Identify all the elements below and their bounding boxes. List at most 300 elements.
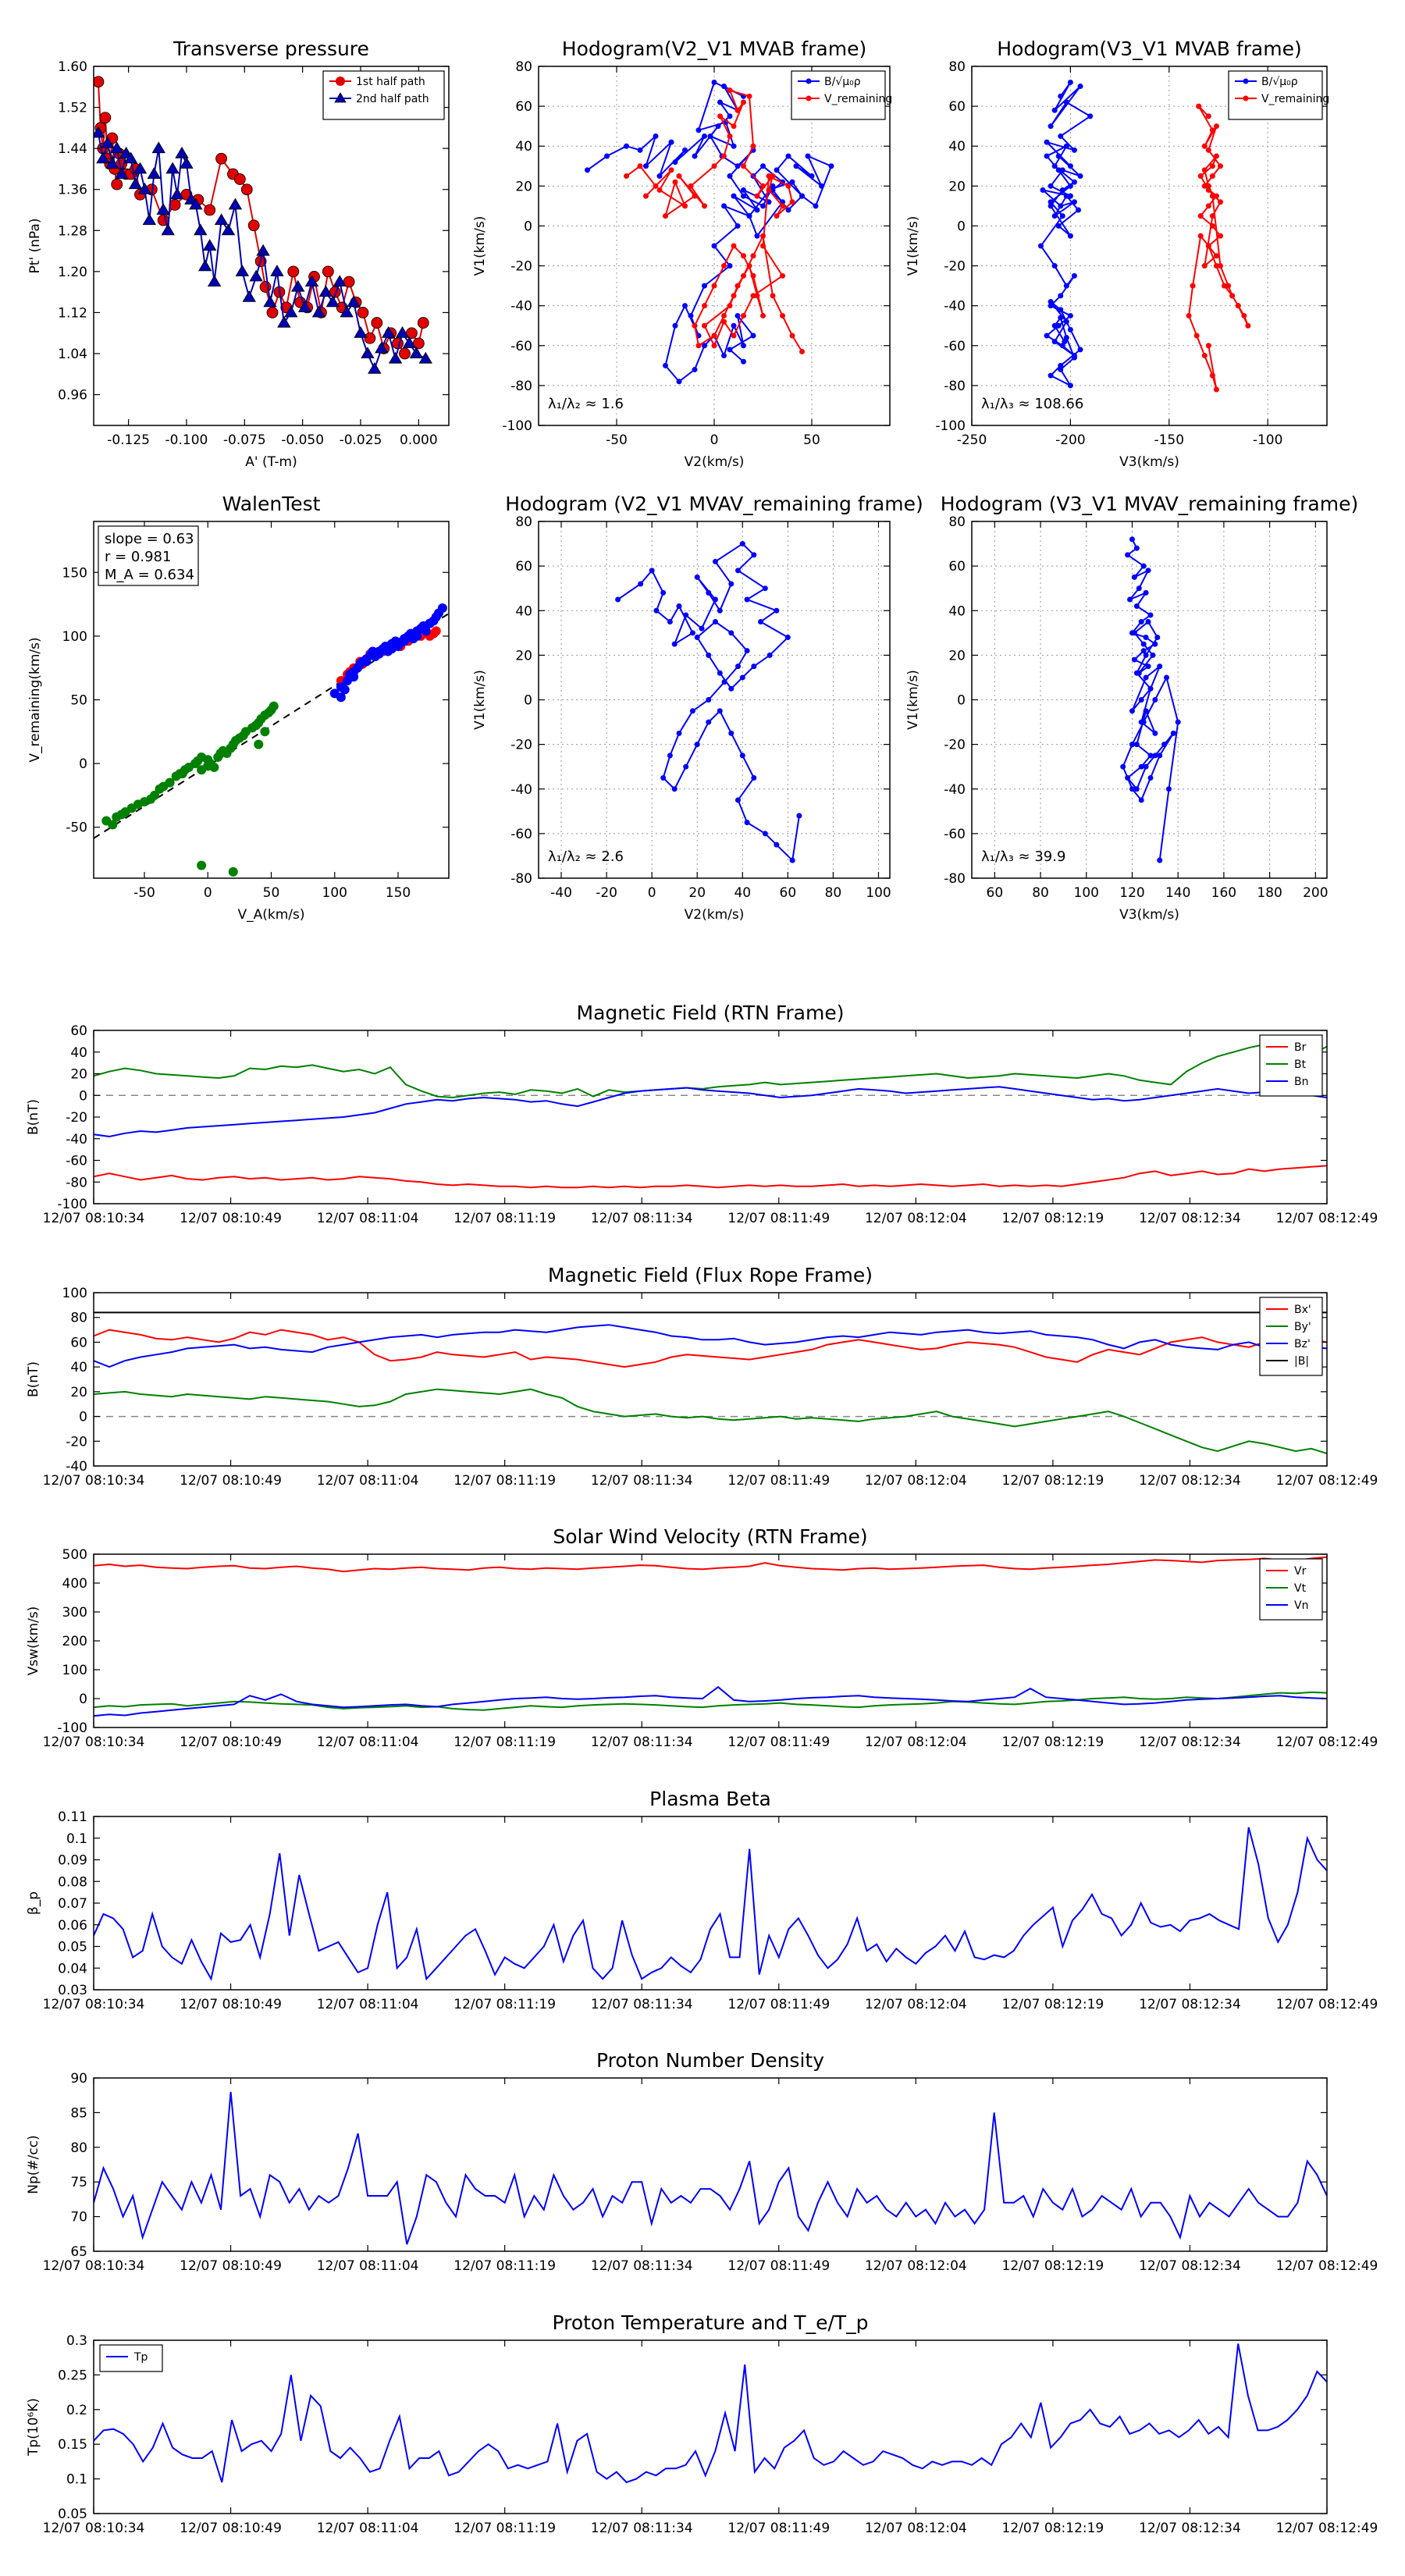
x-tick-label: 12/07 08:12:49 xyxy=(1275,1211,1378,1226)
data-point xyxy=(1052,213,1058,219)
timeseries-ts4 xyxy=(26,1788,1378,2012)
plot-area xyxy=(585,80,834,384)
x-tick-label: 12/07 08:10:34 xyxy=(42,1211,145,1226)
data-point xyxy=(673,159,678,165)
data-point xyxy=(683,612,688,617)
x-tick-label: 50 xyxy=(803,432,820,448)
data-point xyxy=(354,327,367,338)
legend-label: Bn xyxy=(1294,1076,1309,1088)
data-point xyxy=(1144,674,1149,680)
y-axis-label: B(nT) xyxy=(26,1098,41,1136)
data-point xyxy=(790,858,795,863)
series-line xyxy=(94,2092,1327,2244)
x-tick-label: 12/07 08:11:49 xyxy=(727,1735,831,1750)
data-point xyxy=(1176,720,1181,725)
plot-area xyxy=(94,1044,1327,1187)
data-point xyxy=(1060,213,1065,219)
x-tick-label: -150 xyxy=(1154,432,1185,448)
data-point xyxy=(690,708,695,713)
x-axis-label: A' (T-m) xyxy=(245,454,297,470)
data-point xyxy=(1198,213,1204,219)
data-point xyxy=(728,731,734,736)
x-tick-label: 12/07 08:10:49 xyxy=(180,1211,282,1226)
data-point xyxy=(1150,653,1155,658)
y-axis-label: Vsw(km/s) xyxy=(26,1606,41,1676)
data-point xyxy=(669,140,674,145)
data-point xyxy=(241,184,252,195)
data-point xyxy=(1048,199,1054,205)
legend-label: Vn xyxy=(1294,1599,1309,1612)
data-point xyxy=(790,180,795,185)
data-point xyxy=(372,318,382,329)
y-tick-label: 0.25 xyxy=(58,2368,87,2384)
data-point xyxy=(1064,144,1069,149)
y-tick-label: 40 xyxy=(515,603,532,620)
data-point xyxy=(706,590,711,596)
data-point xyxy=(387,644,397,653)
data-point xyxy=(418,318,429,329)
legend-marker xyxy=(1243,96,1249,101)
data-point xyxy=(1198,173,1204,179)
x-tick-label: 12/07 08:12:04 xyxy=(864,2521,967,2536)
data-point xyxy=(677,603,682,609)
data-point xyxy=(1206,203,1211,208)
x-tick-label: 12/07 08:12:49 xyxy=(1275,1473,1378,1489)
data-point xyxy=(1161,742,1167,747)
y-tick-label: 0.11 xyxy=(58,1809,87,1825)
y-tick-label: -60 xyxy=(510,826,532,842)
x-tick-label: 12/07 08:11:49 xyxy=(727,2258,831,2274)
data-point xyxy=(735,108,741,113)
data-point xyxy=(695,742,700,747)
data-point xyxy=(205,205,215,215)
data-point xyxy=(166,162,179,173)
data-point xyxy=(780,203,785,208)
data-point xyxy=(638,148,643,153)
data-point xyxy=(763,831,768,836)
data-point xyxy=(751,664,756,669)
y-tick-label: 0.05 xyxy=(58,1939,87,1955)
data-point xyxy=(269,702,279,711)
y-tick-label: -20 xyxy=(66,1110,87,1126)
plot-area xyxy=(101,603,447,877)
series-vn xyxy=(94,1687,1327,1716)
data-point xyxy=(222,224,234,235)
data-point xyxy=(1139,697,1144,703)
data-point xyxy=(1206,113,1211,119)
data-point xyxy=(1056,167,1062,173)
x-tick-label: 12/07 08:10:49 xyxy=(180,2521,282,2536)
data-point xyxy=(767,187,772,193)
data-point xyxy=(1058,367,1063,372)
chart-h3 xyxy=(472,493,923,923)
y-tick-label: -20 xyxy=(510,258,532,275)
x-tick-label: 12/07 08:12:04 xyxy=(864,2258,967,2274)
data-point xyxy=(653,608,659,614)
x-tick-label: 0 xyxy=(647,885,656,901)
y-tick-label: 80 xyxy=(70,2140,87,2156)
data-point xyxy=(717,608,723,614)
data-point xyxy=(148,168,160,179)
data-point xyxy=(731,144,737,149)
series-0 xyxy=(101,702,279,877)
data-point xyxy=(1214,387,1219,393)
data-point xyxy=(1157,753,1162,758)
y-tick-label: 60 xyxy=(515,99,532,116)
data-point xyxy=(400,636,409,646)
data-point xyxy=(1139,798,1144,803)
data-point xyxy=(1087,113,1093,119)
panel-title: Hodogram (V2_V1 MVAV_remaining frame) xyxy=(505,493,923,515)
x-tick-label: 180 xyxy=(1257,885,1282,901)
x-tick-label: 12/07 08:12:19 xyxy=(1001,2258,1104,2274)
x-tick-label: -20 xyxy=(596,885,617,901)
data-point xyxy=(735,313,741,318)
legend-frame xyxy=(100,2345,162,2371)
legend-label: 1st half path xyxy=(356,76,425,88)
data-point xyxy=(796,813,802,819)
x-tick-label: -100 xyxy=(1252,432,1283,448)
x-axis-label: V_A(km/s) xyxy=(237,907,305,923)
data-point xyxy=(653,133,659,139)
y-tick-label: 0.1 xyxy=(66,1831,87,1847)
x-tick-label: -40 xyxy=(550,885,572,901)
y-tick-label: 0 xyxy=(79,756,87,773)
data-point xyxy=(774,213,780,219)
data-point xyxy=(1052,323,1058,329)
data-point xyxy=(1190,283,1196,289)
data-point xyxy=(653,183,659,189)
data-point xyxy=(203,761,212,770)
series-v-remaining xyxy=(1186,104,1251,393)
y-tick-label: -40 xyxy=(510,298,532,315)
data-point xyxy=(1129,708,1135,713)
x-tick-label: 12/07 08:12:49 xyxy=(1275,1735,1378,1750)
y-tick-label: 60 xyxy=(70,1335,87,1351)
data-point xyxy=(721,263,727,269)
data-point xyxy=(1214,253,1219,258)
data-point xyxy=(643,163,649,169)
data-point xyxy=(799,349,805,354)
x-tick-label: 12/07 08:12:34 xyxy=(1139,1735,1241,1750)
data-point xyxy=(254,740,263,749)
y-tick-label: -60 xyxy=(944,826,966,842)
data-point xyxy=(229,867,238,877)
data-point xyxy=(1229,293,1235,298)
data-point xyxy=(741,253,746,258)
data-point xyxy=(751,333,756,339)
data-point xyxy=(1062,339,1067,344)
y-tick-label: -100 xyxy=(57,1720,87,1736)
y-tick-label: -60 xyxy=(66,1153,87,1169)
x-tick-label: 200 xyxy=(1303,885,1329,901)
y-tick-label: 400 xyxy=(62,1576,87,1592)
panel-title: WalenTest xyxy=(222,493,321,515)
data-point xyxy=(717,708,723,713)
data-point xyxy=(663,363,668,368)
data-point xyxy=(695,635,700,640)
x-tick-label: 150 xyxy=(385,885,411,901)
data-point xyxy=(745,820,750,825)
x-tick-label: 20 xyxy=(688,885,706,901)
chart-h1 xyxy=(472,37,892,470)
y-tick-label: 0 xyxy=(957,692,966,709)
data-point xyxy=(1072,180,1077,185)
data-point xyxy=(1171,731,1176,736)
data-point xyxy=(624,144,629,149)
y-tick-label: 0 xyxy=(524,219,532,235)
data-point xyxy=(721,313,727,318)
data-point xyxy=(706,653,711,658)
y-tick-label: 100 xyxy=(62,1286,87,1301)
timeseries-ts2 xyxy=(26,1264,1378,1489)
y-tick-label: 40 xyxy=(70,1360,87,1376)
data-point xyxy=(1210,127,1215,133)
data-point xyxy=(690,630,695,635)
data-point xyxy=(199,260,212,271)
data-point xyxy=(692,367,698,372)
data-point xyxy=(786,183,791,189)
series-br xyxy=(94,1165,1327,1187)
series-line xyxy=(1189,106,1248,390)
data-point xyxy=(1157,664,1162,669)
legend-frame xyxy=(1260,1035,1322,1096)
panel-title: Transverse pressure xyxy=(173,37,369,60)
data-point xyxy=(712,163,717,169)
data-point xyxy=(1058,133,1063,139)
data-point xyxy=(727,263,733,269)
x-tick-label: 120 xyxy=(1119,885,1145,901)
data-point xyxy=(1147,775,1153,781)
x-tick-label: -0.075 xyxy=(222,432,266,448)
data-point xyxy=(180,158,193,169)
legend xyxy=(1260,1297,1322,1375)
data-point xyxy=(767,653,773,658)
x-tick-label: 12/07 08:11:19 xyxy=(454,1473,557,1489)
data-point xyxy=(1058,315,1063,321)
data-point xyxy=(677,173,682,179)
legend-frame xyxy=(1260,1559,1322,1620)
plot-area xyxy=(92,76,432,374)
data-point xyxy=(1152,642,1158,647)
x-tick-label: 12/07 08:12:34 xyxy=(1139,2258,1241,2274)
data-point xyxy=(731,194,737,199)
y-tick-label: 1.28 xyxy=(58,223,87,240)
panel-title: Magnetic Field (Flux Rope Frame) xyxy=(547,1264,873,1286)
data-point xyxy=(204,240,216,251)
data-point xyxy=(735,283,741,289)
legend xyxy=(1260,1559,1322,1620)
x-tick-label: 12/07 08:11:04 xyxy=(316,2521,419,2536)
data-point xyxy=(1218,163,1223,169)
data-point xyxy=(216,153,227,164)
data-point xyxy=(1068,163,1073,169)
data-point xyxy=(721,353,727,358)
x-tick-label: 12/07 08:12:49 xyxy=(1275,2521,1378,2536)
data-point xyxy=(774,167,780,173)
data-point xyxy=(1048,183,1054,189)
y-tick-label: -40 xyxy=(944,298,966,315)
x-tick-label: -50 xyxy=(606,432,628,448)
y-tick-label: 1.60 xyxy=(58,59,87,75)
data-point xyxy=(741,187,746,193)
data-point xyxy=(1068,183,1073,189)
legend xyxy=(323,71,444,119)
data-point xyxy=(1146,664,1151,669)
y-tick-label: 500 xyxy=(62,1547,87,1563)
x-tick-label: 12/07 08:11:04 xyxy=(316,1735,419,1750)
y-axis-label: V1(km/s) xyxy=(472,215,488,276)
data-point xyxy=(677,379,682,384)
x-tick-label: 12/07 08:10:34 xyxy=(42,1473,145,1489)
data-point xyxy=(178,769,187,778)
data-point xyxy=(236,265,248,276)
x-tick-label: 12/07 08:12:04 xyxy=(864,1997,967,2012)
data-point xyxy=(1058,203,1063,208)
data-point xyxy=(688,313,694,318)
panel-title: Hodogram(V3_V1 MVAB frame) xyxy=(997,37,1302,60)
y-tick-label: -40 xyxy=(510,781,532,798)
y-tick-label: 100 xyxy=(62,1663,87,1678)
data-point xyxy=(1157,858,1162,863)
data-point xyxy=(716,123,721,129)
x-tick-label: 12/07 08:10:34 xyxy=(42,1997,145,2012)
data-point xyxy=(1134,671,1140,676)
data-point xyxy=(1048,299,1054,304)
data-point xyxy=(438,603,447,613)
data-point xyxy=(745,596,750,602)
plot-area xyxy=(94,1312,1327,1453)
series-2 xyxy=(330,603,447,702)
y-tick-label: -100 xyxy=(57,1197,87,1212)
data-point xyxy=(643,194,649,199)
y-tick-label: -20 xyxy=(66,1434,87,1450)
data-point xyxy=(755,194,760,199)
data-point xyxy=(731,244,737,249)
data-point xyxy=(673,323,678,329)
data-point xyxy=(1129,742,1135,747)
data-point xyxy=(1166,786,1172,792)
data-point xyxy=(1144,764,1149,770)
y-tick-label: 65 xyxy=(70,2244,87,2260)
data-point xyxy=(688,183,694,189)
data-point xyxy=(751,253,756,258)
data-point xyxy=(1068,80,1073,85)
data-point xyxy=(1141,720,1147,725)
data-point xyxy=(361,347,374,358)
x-tick-label: 12/07 08:11:49 xyxy=(727,2521,831,2536)
legend xyxy=(100,2345,162,2371)
y-tick-label: -80 xyxy=(944,871,966,887)
data-point xyxy=(250,270,262,281)
timeseries-ts6 xyxy=(26,2311,1378,2536)
ratio-annotation: λ₁/λ₃ ≈ 39.9 xyxy=(981,849,1066,865)
plot-area xyxy=(94,1557,1327,1717)
data-point xyxy=(682,203,688,208)
data-point xyxy=(399,348,410,359)
y-tick-label: -100 xyxy=(935,418,966,434)
x-tick-label: 12/07 08:11:49 xyxy=(727,1211,831,1226)
data-point xyxy=(717,671,723,676)
y-tick-label: 20 xyxy=(515,179,532,195)
data-point xyxy=(271,265,283,276)
data-point xyxy=(727,113,733,119)
y-tick-label: 0.06 xyxy=(58,1917,87,1934)
data-point xyxy=(1139,619,1144,624)
data-point xyxy=(1072,148,1077,153)
y-tick-label: 60 xyxy=(70,1023,87,1039)
x-tick-label: 12/07 08:12:04 xyxy=(864,1473,967,1489)
data-point xyxy=(740,674,745,680)
x-tick-label: 12/07 08:11:34 xyxy=(590,1735,693,1750)
stats-line: r = 0.981 xyxy=(105,549,172,565)
data-point xyxy=(660,590,666,596)
y-tick-label: 0.15 xyxy=(58,2437,87,2453)
data-point xyxy=(692,154,698,159)
x-tick-label: 60 xyxy=(779,885,797,901)
data-point xyxy=(706,720,711,725)
data-point xyxy=(774,842,779,848)
y-tick-label: 0 xyxy=(79,1692,87,1707)
plot-frame xyxy=(94,1816,1327,1990)
legend-label: V_remaining xyxy=(824,93,893,105)
y-tick-label: -20 xyxy=(510,737,532,753)
x-tick-label: -0.100 xyxy=(165,432,208,448)
x-tick-label: 12/07 08:12:49 xyxy=(1275,2258,1378,2274)
y-tick-label: -80 xyxy=(944,378,966,394)
y-tick-label: 20 xyxy=(515,648,532,664)
legend-label: B/√μ₀ρ xyxy=(824,76,861,88)
data-point xyxy=(1144,708,1149,713)
data-point xyxy=(1058,307,1063,312)
data-point xyxy=(375,646,384,656)
data-point xyxy=(1132,657,1137,663)
series-bt xyxy=(94,1044,1327,1098)
y-axis-label: Np(#/cc) xyxy=(26,2135,41,2194)
x-tick-label: 12/07 08:11:49 xyxy=(727,1473,831,1489)
data-point xyxy=(1132,630,1137,635)
series-bx- xyxy=(94,1330,1327,1368)
data-point xyxy=(751,273,756,279)
data-point xyxy=(264,296,276,307)
data-point xyxy=(288,266,299,277)
data-point xyxy=(727,133,733,139)
data-point xyxy=(393,338,404,349)
data-point xyxy=(340,685,350,694)
data-point xyxy=(1152,731,1158,736)
panel-title: Solar Wind Velocity (RTN Frame) xyxy=(553,1525,868,1548)
data-point xyxy=(638,163,643,169)
legend-label: Br xyxy=(1294,1041,1307,1054)
data-point xyxy=(638,581,643,586)
data-point xyxy=(1194,333,1200,339)
x-tick-label: -50 xyxy=(133,885,155,901)
x-tick-label: 100 xyxy=(322,885,347,901)
x-tick-label: 12/07 08:12:19 xyxy=(1001,1211,1104,1226)
data-point xyxy=(194,224,207,235)
data-point xyxy=(412,632,422,641)
y-tick-label: -20 xyxy=(944,737,966,753)
data-point xyxy=(751,552,756,557)
data-point xyxy=(683,764,688,770)
data-point xyxy=(143,214,155,225)
data-point xyxy=(702,303,707,308)
legend-label: By' xyxy=(1294,1321,1311,1333)
x-tick-label: 50 xyxy=(262,885,280,901)
y-axis-label: V_remaining(km/s) xyxy=(27,637,43,763)
y-tick-label: -80 xyxy=(510,871,532,887)
timeseries-ts3 xyxy=(26,1525,1378,1750)
